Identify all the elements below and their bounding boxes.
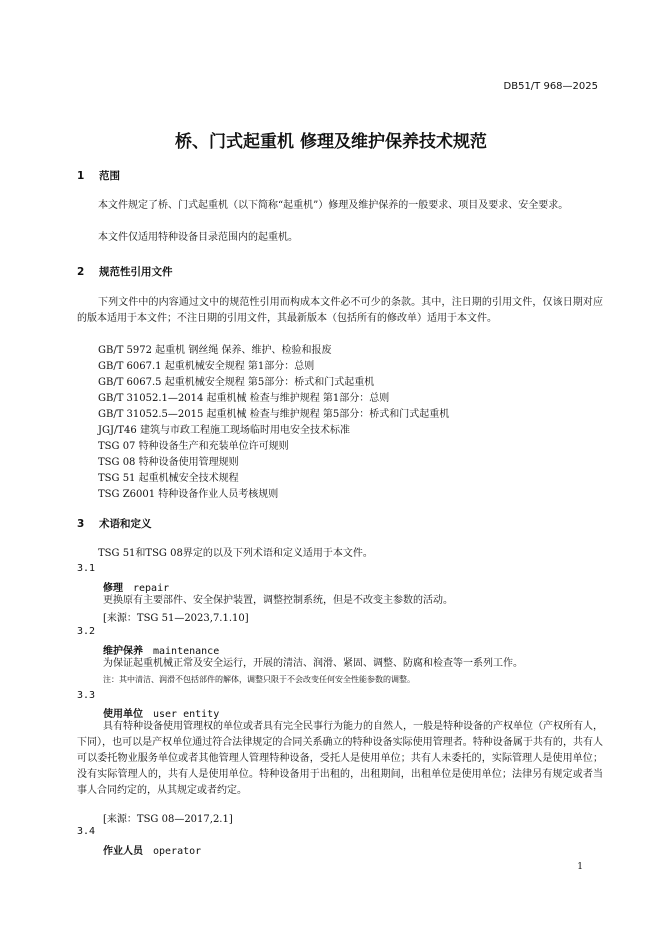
reference-item: GB/T 31052.1—2014 起重机械 检查与维护规程 第1部分：总则 (98, 393, 390, 404)
clause-number: 3.3 (77, 690, 96, 701)
section-title: 术语和定义 (99, 518, 152, 530)
scope-paragraph-1: 本文件规定了桥、门式起重机（以下简称“起重机”）修理及维护保养的一般要求、项目及要求、安全要求。 (98, 200, 569, 211)
section-1-heading (77, 168, 120, 183)
reference-item: JGJ/T46 建筑与市政工程施工现场临时用电安全技术标准 (98, 425, 350, 436)
normative-references-intro: 下列文件中的内容通过文中的规范性引用而构成本文件必不可少的条款。其中，注日期的引用文件，仅该日期对应的版本适用于本文件；不注日期的引用文件，其最新版本（包括所有的修改单）适用于本文件。 (77, 297, 603, 324)
terms-intro: TSG 51和TSG 08界定的以及下列术语和定义适用于本文件。 (98, 548, 373, 559)
page-number: 1 (577, 862, 583, 872)
term-operator (103, 842, 201, 857)
term-source: [来源：TSG 51—2023,7.1.10] (103, 613, 249, 624)
term-zh: 使用单位 (103, 709, 143, 720)
term-definition: 为保证起重机械正常及安全运行，开展的清洁、润滑、紧固、调整、防腐和检查等一系列工作。 (103, 658, 523, 669)
reference-item: TSG 51 起重机械安全技术规程 (98, 473, 239, 484)
document-number: DB51/T 968—2025 (503, 81, 598, 92)
term-en: maintenance (153, 646, 220, 657)
section-number: 2 (77, 266, 85, 278)
term-source: [来源：TSG 08—2017,2.1] (103, 814, 233, 825)
term-zh: 作业人员 (103, 846, 143, 857)
section-2-heading (77, 264, 173, 279)
term-note: 注：其中清洁、润滑不包括部件的解体，调整只限于不会改变任何安全性能参数的调整。 (103, 675, 415, 684)
reference-item: TSG Z6001 特种设备作业人员考核规则 (98, 489, 279, 500)
term-en: repair (133, 583, 170, 594)
reference-item: GB/T 6067.1 起重机械安全规程 第1部分：总则 (98, 361, 315, 372)
term-definition: 具有特种设备使用管理权的单位或者具有完全民事行为能力的自然人，一般是特种设备的产权单位（产权所有人，下同），也可以是产权单位通过符合法律规定的合同关系确立的特种设备实际使用管理者。特种设备属于共有的，共有人可以委托物业服务单位或者其他管理人管理特种设备，受托人是使用单位；共有人未委托的，实际管理人是使用单位；没有实际管理人的，共有人是使用单位。特种设备用于出租的，出租期间，出租单位是使用单位；法律另有规定或者当事人合同约定的，从其规定或者约定。 (77, 721, 603, 796)
term-maintenance (103, 642, 219, 657)
section-number: 3 (77, 518, 85, 530)
reference-item: GB/T 5972 起重机 钢丝绳 保养、维护、检验和报废 (98, 345, 332, 356)
term-user-entity (103, 705, 219, 720)
term-zh: 修理 (103, 583, 123, 594)
reference-item: GB/T 6067.5 起重机械安全规程 第5部分：桥式和门式起重机 (98, 377, 375, 388)
scope-paragraph-2: 本文件仅适用特种设备目录范围内的起重机。 (98, 232, 298, 243)
section-3-heading (77, 516, 152, 531)
reference-item: TSG 08 特种设备使用管理规则 (98, 457, 239, 468)
clause-number: 3.2 (77, 626, 96, 637)
clause-number: 3.1 (77, 563, 96, 574)
term-en: operator (153, 846, 202, 857)
term-definition: 更换原有主要部件、安全保护装置，调整控制系统，但是不改变主参数的活动。 (103, 595, 453, 606)
term-en: user entity (153, 709, 220, 720)
clause-number: 3.4 (77, 826, 96, 837)
section-title: 规范性引用文件 (99, 266, 173, 278)
section-number: 1 (77, 170, 85, 182)
reference-item: TSG 07 特种设备生产和充装单位许可规则 (98, 441, 289, 452)
term-repair (103, 579, 169, 594)
reference-item: GB/T 31052.5—2015 起重机械 检查与维护规程 第5部分：桥式和门式起重机 (98, 409, 450, 420)
section-title: 范围 (99, 170, 120, 182)
document-title: 桥、门式起重机 修理及维护保养技术规范 (175, 132, 487, 152)
term-zh: 维护保养 (103, 646, 143, 657)
